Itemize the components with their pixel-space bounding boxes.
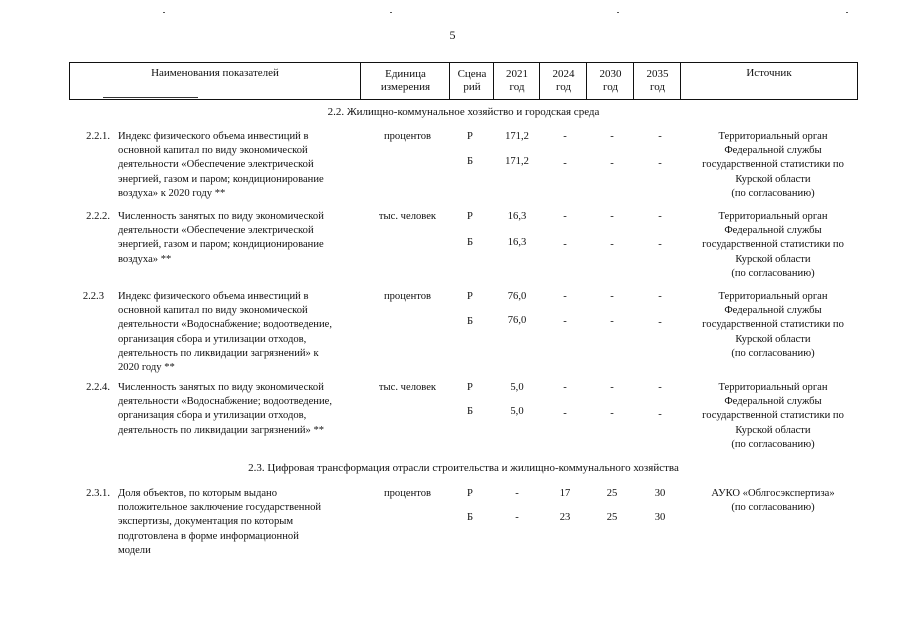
value-2035: 30 bbox=[654, 512, 666, 523]
row-name: Индекс физического объема инвестиций в основной капитал по виду экономической деятельности «Обеспечение электрической энергией, газом и паром; кондиционирование воздуха» к 2020 году ** bbox=[118, 131, 324, 199]
row-source: Территориальный орган Федеральной службы государственной статистики по Курской области (по согласованию) bbox=[702, 211, 844, 279]
scenario-code: Б bbox=[466, 316, 474, 327]
value-2030: - bbox=[610, 158, 614, 169]
scenario-code: Р bbox=[467, 211, 473, 222]
scenario-code: Р bbox=[467, 382, 473, 393]
value-2024: - bbox=[563, 211, 567, 222]
value-2030: 25 bbox=[606, 512, 618, 523]
row-number: 2.2.2. bbox=[86, 211, 110, 222]
row-unit: тыс. человек bbox=[378, 382, 437, 393]
section-title: 2.2. Жилищно-коммунальное хозяйство и городская среда bbox=[327, 106, 600, 118]
value-2024: - bbox=[563, 158, 567, 169]
value-2024: - bbox=[563, 408, 567, 419]
value-2024: 23 bbox=[559, 512, 571, 523]
value-2030: 25 bbox=[606, 488, 618, 499]
header-2024: 2024 год bbox=[539, 63, 587, 99]
scan-speck bbox=[163, 12, 165, 13]
value-2024: - bbox=[563, 316, 567, 327]
value-2021: 5,0 bbox=[510, 382, 524, 393]
section-title: 2.3. Цифровая трансформация отрасли строительства и жилищно-коммунального хозяйства bbox=[248, 462, 679, 474]
value-2021: - bbox=[515, 488, 519, 499]
value-2024: - bbox=[563, 131, 567, 142]
header-name: Наименования показателей bbox=[151, 67, 279, 79]
row-source: АУКО «Облгосэкспертиза» (по согласованию) bbox=[711, 488, 835, 514]
value-2035: - bbox=[658, 211, 662, 222]
scenario-code: Р bbox=[467, 291, 473, 302]
value-2030: - bbox=[610, 408, 614, 419]
scenario-code: Б bbox=[466, 512, 474, 523]
value-2021: 16,3 bbox=[507, 237, 527, 248]
value-2035: - bbox=[658, 291, 662, 302]
scenario-code: Б bbox=[466, 156, 474, 167]
value-2021: 76,0 bbox=[507, 291, 527, 302]
value-2021: 76,0 bbox=[507, 315, 527, 326]
value-2035: - bbox=[658, 409, 662, 420]
value-2024: - bbox=[563, 239, 567, 250]
table-header bbox=[69, 62, 858, 100]
value-2035: - bbox=[658, 158, 662, 169]
row-unit: процентов bbox=[383, 131, 432, 142]
row-number: 2.2.3 bbox=[82, 291, 104, 302]
row-unit: процентов bbox=[383, 488, 432, 499]
row-source: Территориальный орган Федеральной службы государственной статистики по Курской области (по согласованию) bbox=[702, 131, 844, 199]
value-2035: 30 bbox=[654, 488, 666, 499]
value-2035: - bbox=[658, 239, 662, 250]
header-source: Источник bbox=[680, 63, 857, 99]
row-number: 2.2.4. bbox=[86, 382, 110, 393]
row-unit: тыс. человек bbox=[378, 211, 437, 222]
value-2030: - bbox=[610, 291, 614, 302]
scenario-code: Б bbox=[466, 237, 474, 248]
value-2021: - bbox=[515, 512, 519, 523]
row-number: 2.2.1. bbox=[86, 131, 110, 142]
value-2030: - bbox=[610, 211, 614, 222]
value-2021: 5,0 bbox=[510, 406, 524, 417]
header-2030: 2030 год bbox=[586, 63, 634, 99]
row-source: Территориальный орган Федеральной службы государственной статистики по Курской области (по согласованию) bbox=[702, 291, 844, 359]
scan-speck bbox=[617, 12, 619, 13]
value-2030: - bbox=[610, 239, 614, 250]
row-name: Доля объектов, по которым выдано положительное заключение государственной экспертизы, документация по которым подготовлена в форме информационной модели bbox=[118, 488, 322, 556]
value-2021: 171,2 bbox=[505, 131, 529, 142]
scenario-code: Р bbox=[467, 488, 473, 499]
header-underline bbox=[103, 97, 198, 98]
row-unit: процентов bbox=[383, 291, 432, 302]
value-2035: - bbox=[658, 317, 662, 328]
header-2021: 2021 год bbox=[493, 63, 540, 99]
row-name: Индекс физического объема инвестиций в основной капитал по виду экономической деятельности «Водоснабжение; водоотведение, организация сбора и утилизации отходов, деятельность по ликвидации загрязнений» к 2020 году ** bbox=[118, 291, 332, 374]
row-source: Территориальный орган Федеральной службы государственной статистики по Курской области (по согласованию) bbox=[702, 382, 844, 450]
value-2030: - bbox=[610, 316, 614, 327]
header-scenario: Сцена рий bbox=[449, 63, 494, 99]
value-2021: 16,3 bbox=[507, 211, 527, 222]
value-2024: 17 bbox=[559, 488, 571, 499]
header-unit: Единица измерения bbox=[360, 63, 450, 99]
scan-speck bbox=[846, 12, 848, 13]
value-2035: - bbox=[658, 131, 662, 142]
header-2035: 2035 год bbox=[633, 63, 681, 99]
value-2035: - bbox=[658, 382, 662, 393]
page-number: 5 bbox=[449, 28, 456, 42]
value-2024: - bbox=[563, 382, 567, 393]
value-2030: - bbox=[610, 382, 614, 393]
scenario-code: Р bbox=[467, 131, 473, 142]
row-number: 2.3.1. bbox=[86, 488, 110, 499]
value-2024: - bbox=[563, 291, 567, 302]
row-name: Численность занятых по виду экономической деятельности «Обеспечение электрической энергией, газом и паром; кондиционирование воздуха» ** bbox=[118, 211, 324, 265]
row-name: Численность занятых по виду экономической деятельности «Водоснабжение; водоотведение, организация сбора и утилизации отходов, деятельность по ликвидации загрязнений» ** bbox=[118, 382, 332, 436]
scan-speck bbox=[390, 12, 392, 13]
value-2021: 171,2 bbox=[505, 156, 529, 167]
scenario-code: Б bbox=[466, 406, 474, 417]
value-2030: - bbox=[610, 131, 614, 142]
